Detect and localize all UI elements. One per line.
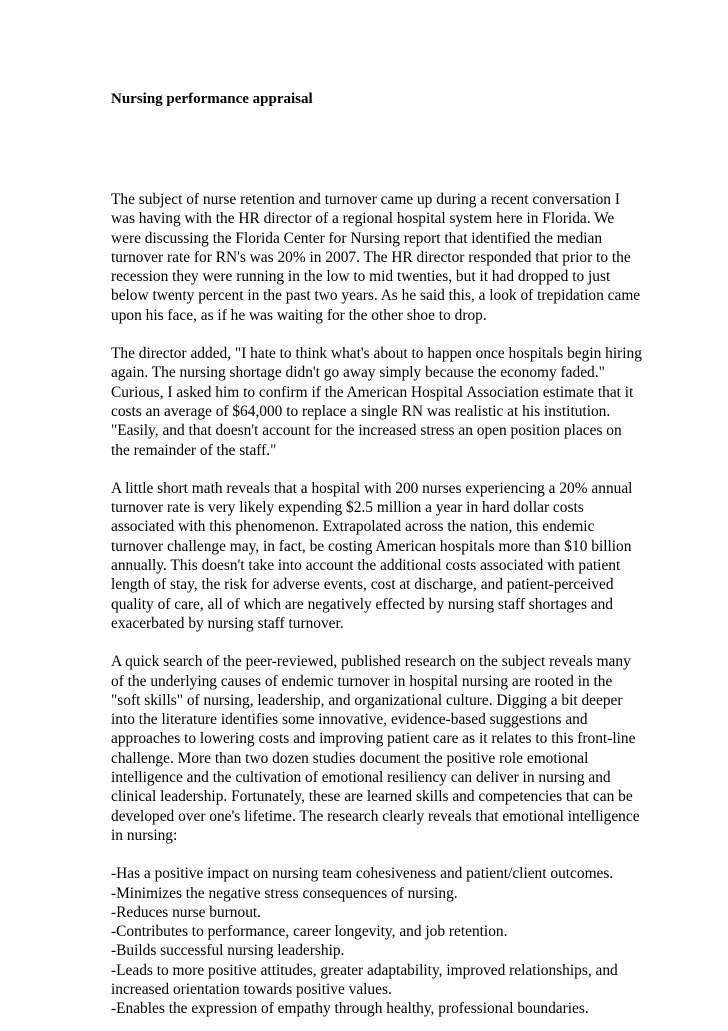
text-line: challenge. More than two dozen studies document the positive role emotional (111, 749, 589, 767)
list-item: -Builds successful nursing leadership. (111, 942, 345, 960)
document-page (111, 89, 642, 1019)
list-item: -Minimizes the negative stress consequences of nursing. (111, 884, 458, 902)
text-line: Curious, I asked him to confirm if the American Hospital Association estimate that it (111, 383, 634, 401)
text-line: clinical leadership. Fortunately, these are learned skills and competencies that can be (111, 788, 633, 806)
document-title: Nursing performance appraisal (111, 91, 313, 107)
text-line: "Easily, and that doesn't account for the increased stress an open position places on (111, 422, 622, 440)
text-line: costs an average of $64,000 to replace a single RN was realistic at his institution. (111, 402, 611, 420)
text-line: the remainder of the staff." (111, 441, 277, 459)
text-line: turnover rate is very likely expending $2.5 million a year in hard dollar costs (111, 499, 584, 517)
spacer (111, 109, 631, 190)
text-line: of the underlying causes of endemic turnover in hospital nursing are rooted in the (111, 672, 613, 690)
paragraph-director-quote (111, 344, 642, 460)
text-line: were discussing the Florida Center for Nursing report that identified the median (111, 229, 603, 247)
paragraph-research (111, 652, 640, 845)
text-line: turnover challenge may, in fact, be costing American hospitals more than $10 billion (111, 537, 632, 555)
text-line: exacerbated by nursing staff turnover. (111, 614, 344, 632)
list-item: -Has a positive impact on nursing team cohesiveness and patient/client outcomes. (111, 865, 614, 883)
text-line: annually. This doesn't take into account the additional costs associated with patient (111, 557, 621, 575)
list-item: -Contributes to performance, career longevity, and job retention. (111, 923, 508, 941)
text-line: recession they were running in the low to mid twenties, but it had dropped to just (111, 268, 611, 286)
text-line: developed over one's lifetime. The research clearly reveals that emotional intelligence (111, 807, 640, 825)
text-line: A little short math reveals that a hospital with 200 nurses experiencing a 20% annual (111, 479, 633, 497)
list-item: -Enables the expression of empathy through healthy, professional boundaries. (111, 1000, 589, 1018)
text-line: approaches to lowering costs and improving patient care as it relates to this front-line (111, 730, 636, 748)
paragraph-retention-intro (111, 190, 641, 325)
list-item: increased orientation towards positive values. (111, 980, 392, 998)
paragraph-cost-math (111, 479, 631, 633)
text-line: A quick search of the peer-reviewed, published research on the subject reveals many (111, 653, 631, 671)
text-line: below twenty percent in the past two years. As he said this, a look of trepidation came (111, 287, 641, 305)
text-line: upon his face, as if he was waiting for the other shoe to drop. (111, 306, 487, 324)
spacer (111, 845, 631, 864)
text-line: The director added, "I hate to think what's about to happen once hospitals begin hiring (111, 345, 642, 363)
text-line: intelligence and the cultivation of emotional resiliency can deliver in nursing and (111, 769, 611, 787)
text-line: turnover rate for RN's was 20% in 2007. The HR director responded that prior to the (111, 248, 631, 266)
text-line: into the literature identifies some innovative, evidence-based suggestions and (111, 711, 588, 729)
list-benefits (111, 864, 631, 1018)
spacer (111, 460, 631, 479)
text-line: "soft skills" of nursing, leadership, and organizational culture. Digging a bit deeper (111, 691, 623, 709)
list-item: -Leads to more positive attitudes, greater adaptability, improved relationships, and (111, 961, 618, 979)
list-item: -Reduces nurse burnout. (111, 903, 262, 921)
text-line: was having with the HR director of a regional hospital system here in Florida. We (111, 210, 615, 228)
text-line: The subject of nurse retention and turnover came up during a recent conversation I (111, 191, 620, 208)
text-line: associated with this phenomenon. Extrapolated across the nation, this endemic (111, 518, 595, 536)
text-line: again. The nursing shortage didn't go away simply because the economy faded." (111, 364, 605, 382)
text-line: quality of care, all of which are negatively effected by nursing staff shortages and (111, 595, 614, 613)
text-line: in nursing: (111, 826, 178, 844)
text-line: length of stay, the risk for adverse events, cost at discharge, and patient-perceived (111, 576, 614, 594)
spacer (111, 325, 631, 344)
spacer (111, 633, 631, 652)
